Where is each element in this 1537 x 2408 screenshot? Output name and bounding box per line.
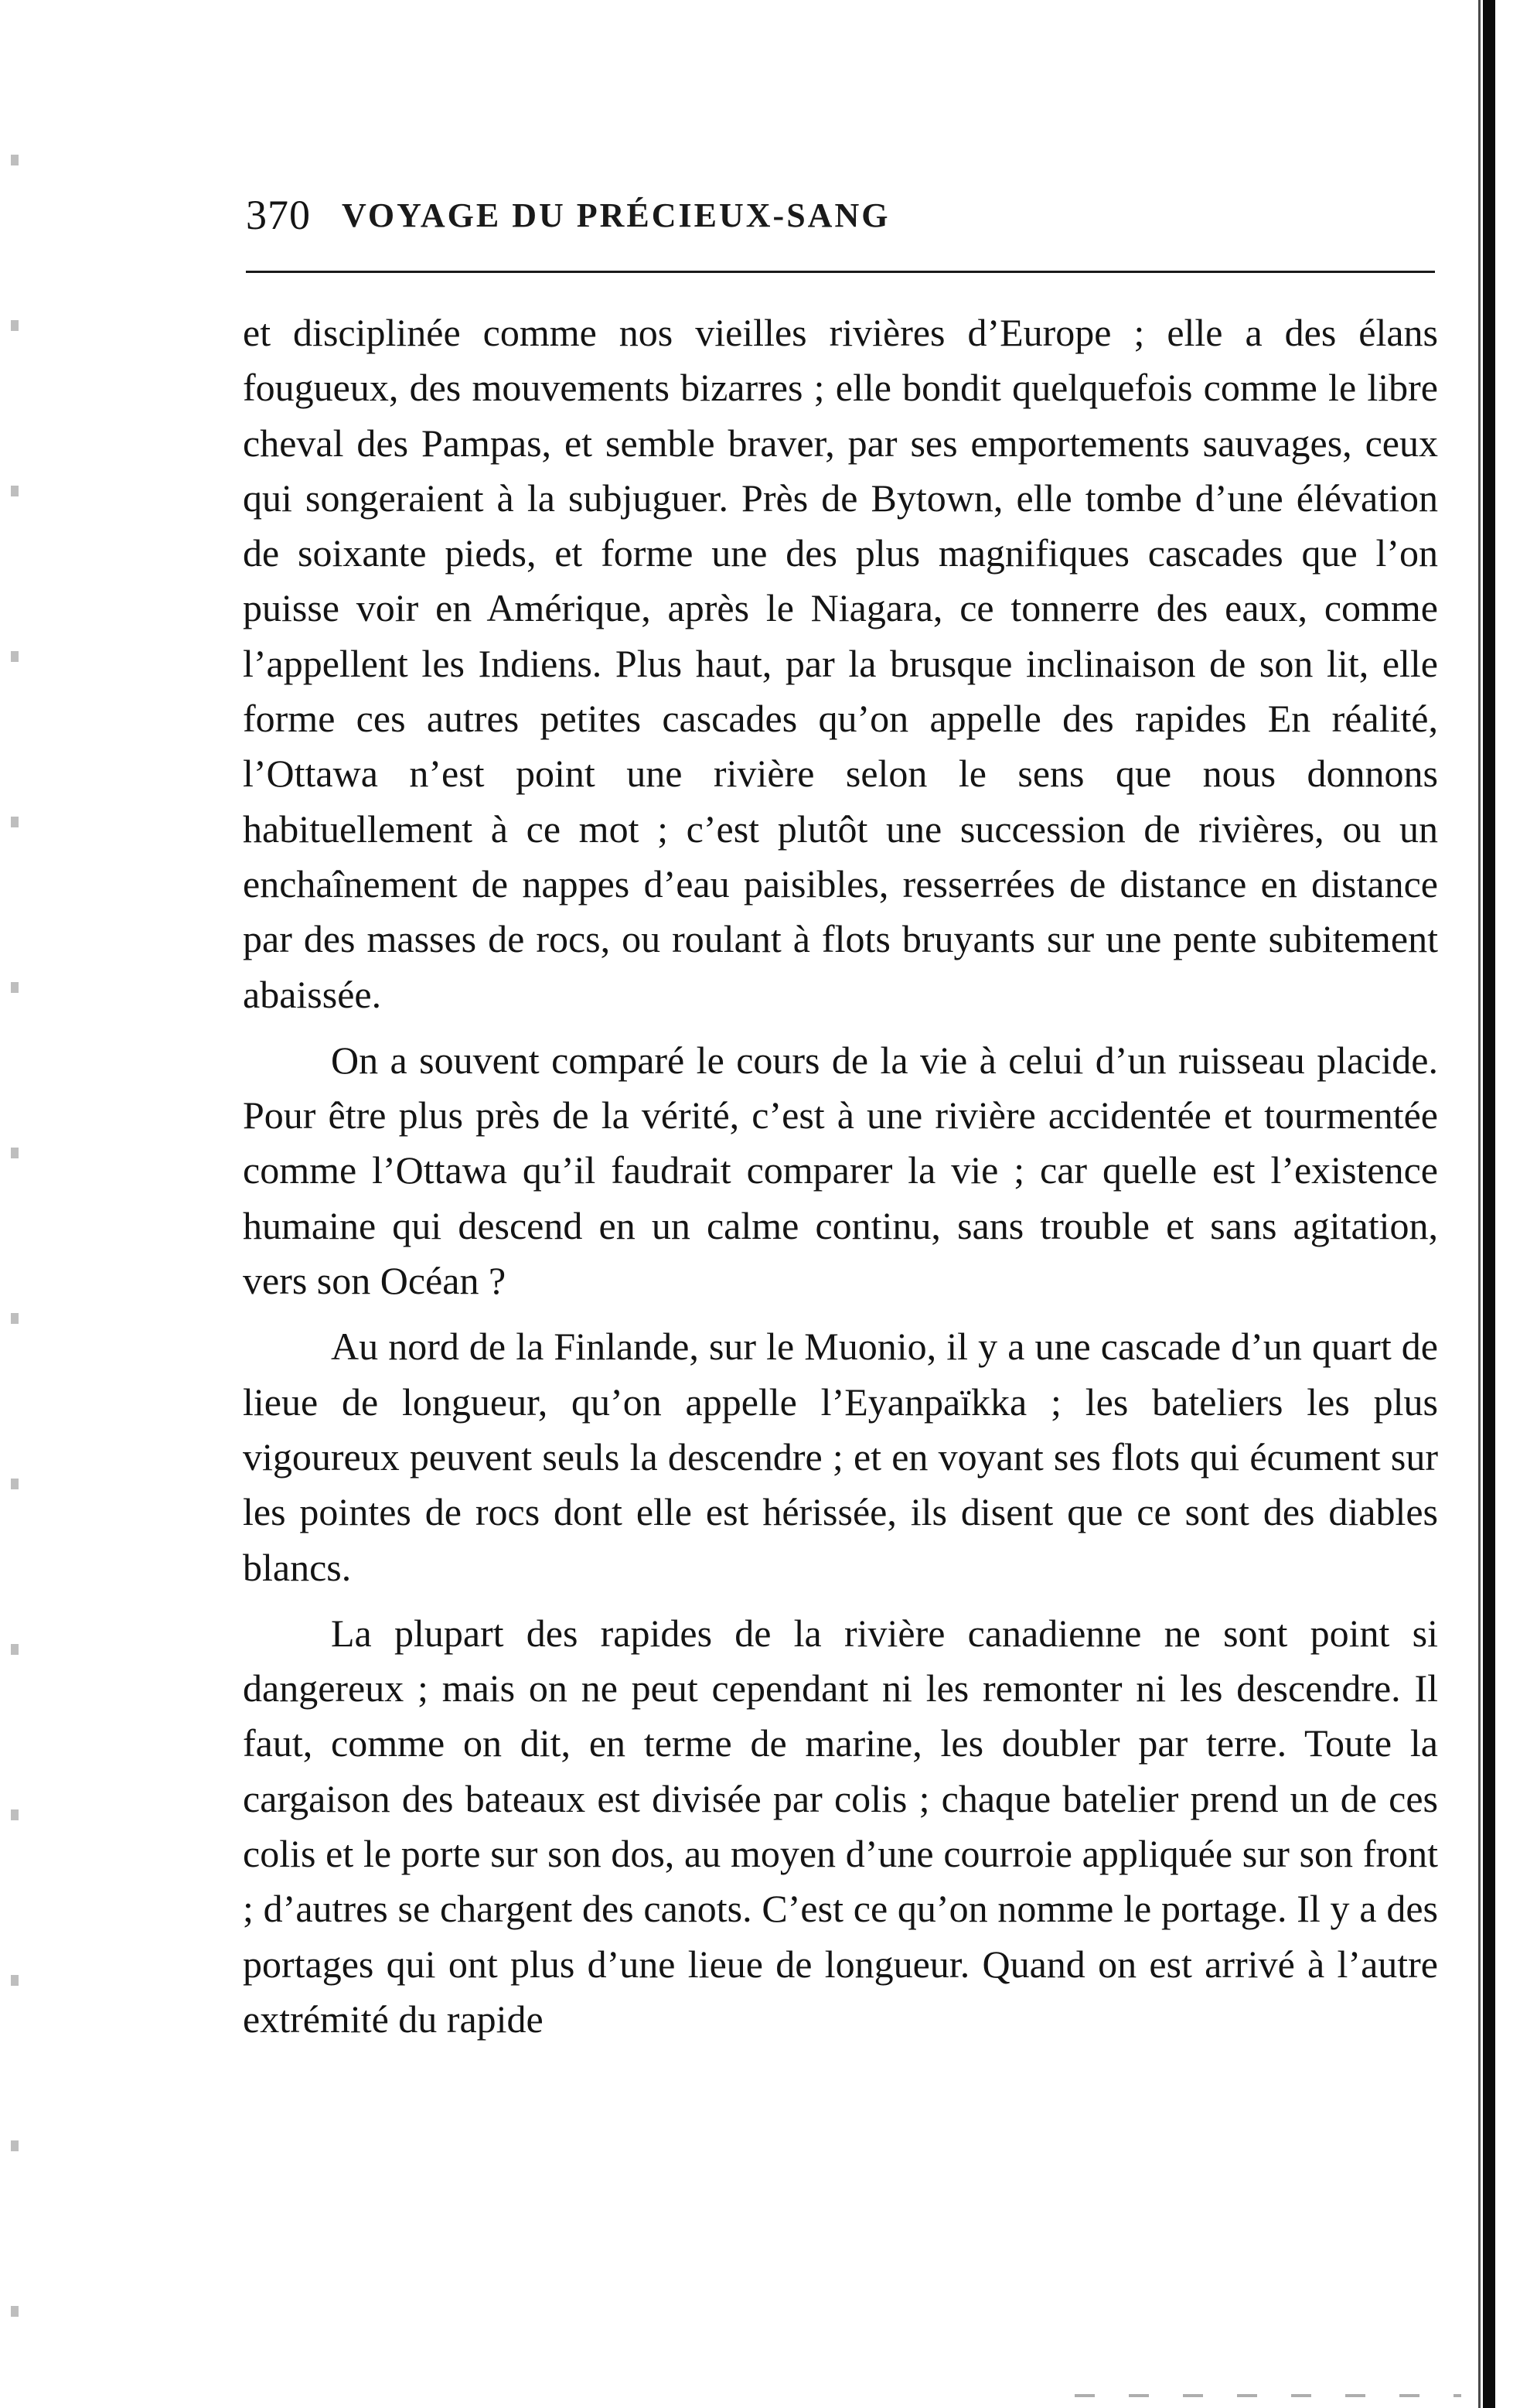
- paragraph-continuation: et disciplinée comme nos vieilles rivières d’Europe ; elle a des élans fougueux, des mouvements bizarres ; elle bondit quelquefois comme le libre cheval des Pampas, et semble braver, par ses emportements sauvages, ceux qui songeraient à la subjuguer. Près de Bytown, elle tombe d’une élévation de soixante pieds, et forme une des plus magnifiques cascades que l’on puisse voir en Amérique, après le Niagara, ce tonnerre des eaux, comme l’appellent les Indiens. Plus haut, par la brusque inclinaison de son lit, elle forme ces autres petites cascades qu’on appelle des rapides En réalité, l’Ottawa n’est point une rivière selon le sens que nous donnons habituellement à ce mot ; c’est plutôt une succession de rivières, ou un enchaînement de nappes d’eau paisibles, resserrées de distance en distance par des masses de rocs, ou roulant à flots bruyants sur une pente subitement abaissée.: [243, 311, 1438, 1016]
- page-number: 370: [246, 192, 311, 238]
- paragraph: On a souvent comparé le cours de la vie à celui d’un ruisseau placide. Pour être plus près de la vérité, c’est à une rivière accidentée et tourmentée comme l’Ottawa qu’il faudrait comparer la vie ; car quelle est l’existence humaine qui descend en un calme continu, sans trouble et sans agitation, vers son Océan ?: [243, 1038, 1438, 1303]
- paragraph: La plupart des rapides de la rivière canadienne ne sont point si dangereux ; mais on ne peut cependant ni les remonter ni les descendre. Il faut, comme on dit, en terme de marine, les doubler par terre. Toute la cargaison des bateaux est divisée par colis ; chaque batelier prend un de ces colis et le porte sur son dos, au moyen d’une courroie appliquée sur son front ; d’autres se chargent des canots. C’est ce qu’on nomme le portage. Il y a des portages qui ont plus d’une lieue de longueur. Quand on est arrivé à l’autre extrémité du rapide: [243, 1611, 1438, 2041]
- footer-marks: [1075, 2394, 1461, 2397]
- paragraph: Au nord de la Finlande, sur le Muonio, il y a une cascade d’un quart de lieue de longueur, qu’on appelle l’Eyanpaïkka ; les bateliers les plus vigoureux peuvent seuls la descendre ; et en voyant ses flots qui écument sur les pointes de rocs dont elle est hérissée, ils disent que ce sont des diables blancs.: [243, 1325, 1438, 1589]
- gutter-marks: [11, 0, 19, 2408]
- header-rule: [246, 271, 1435, 273]
- body-text: [243, 305, 1438, 2058]
- scan-edge-bar: [1483, 0, 1495, 2408]
- page-header: [246, 184, 1427, 246]
- running-title: VOYAGE DU PRÉCIEUX-SANG: [342, 196, 891, 234]
